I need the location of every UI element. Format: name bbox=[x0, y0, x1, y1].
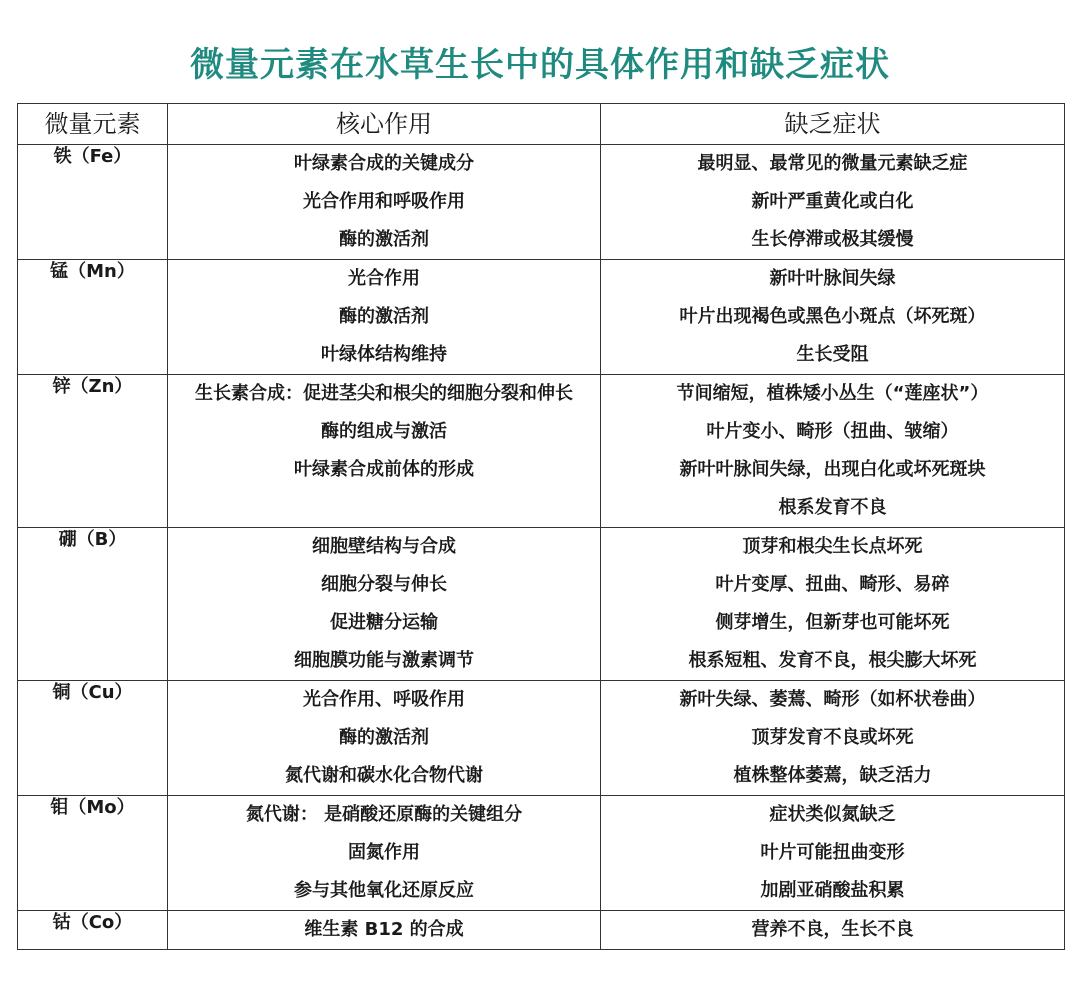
function-item: 细胞膜功能与激素调节 bbox=[294, 650, 474, 671]
symptom-item: 新叶叶脉间失绿 bbox=[769, 268, 896, 289]
symptom-cell bbox=[601, 260, 1065, 375]
symptom-item: 侧芽增生，但新芽也可能坏死 bbox=[715, 612, 950, 633]
function-item: 参与其他氧化还原反应 bbox=[294, 880, 474, 901]
symptom-item: 加剧亚硝酸盐积累 bbox=[760, 880, 905, 901]
symptom-item: 根系发育不良 bbox=[778, 497, 887, 518]
function-item: 酶的组成与激活 bbox=[321, 421, 447, 442]
symptom-cell bbox=[601, 145, 1065, 260]
element-name: 硼（B） bbox=[18, 528, 168, 681]
element-name: 铁（Fe） bbox=[18, 145, 168, 260]
symptom-cell bbox=[601, 796, 1065, 911]
function-item bbox=[168, 489, 600, 527]
symptom-item: 顶芽和根尖生长点坏死 bbox=[742, 536, 923, 557]
function-item: 光合作用 bbox=[348, 268, 420, 289]
function-item: 氮代谢和碳水化合物代谢 bbox=[285, 765, 483, 786]
function-item: 细胞壁结构与合成 bbox=[312, 536, 456, 557]
function-item: 氮代谢： 是硝酸还原酶的关键组分 bbox=[245, 804, 523, 825]
page-title: 微量元素在水草生长中的具体作用和缺乏症状 bbox=[190, 45, 890, 85]
element-name: 钼（Mo） bbox=[18, 796, 168, 911]
function-cell bbox=[168, 260, 601, 375]
symptom-item: 根系短粗、发育不良，根尖膨大坏死 bbox=[688, 650, 977, 671]
symptom-cell bbox=[601, 375, 1065, 528]
symptom-item: 叶片可能扭曲变形 bbox=[760, 842, 905, 863]
table-row bbox=[18, 911, 1065, 950]
function-cell bbox=[168, 145, 601, 260]
function-cell bbox=[168, 375, 601, 528]
element-name: 铜（Cu） bbox=[18, 681, 168, 796]
function-item: 促进糖分运输 bbox=[330, 612, 438, 633]
element-name: 锌（Zn） bbox=[18, 375, 168, 528]
symptom-item: 生长停滞或极其缓慢 bbox=[751, 229, 914, 250]
function-item: 叶绿素合成的关键成分 bbox=[294, 153, 474, 174]
table-header-row bbox=[18, 104, 1065, 145]
header-function: 核心作用 bbox=[168, 104, 601, 145]
symptom-item: 植株整体萎蔫，缺乏活力 bbox=[733, 765, 932, 786]
symptom-cell bbox=[601, 528, 1065, 681]
symptom-item: 营养不良，生长不良 bbox=[751, 919, 914, 940]
symptom-item: 新叶失绿、萎蔫、畸形（如杯状卷曲） bbox=[679, 689, 986, 710]
function-item: 酶的激活剂 bbox=[339, 727, 429, 748]
symptom-item: 叶片变小、畸形（扭曲、皱缩） bbox=[706, 421, 959, 442]
table-row bbox=[18, 260, 1065, 375]
function-item: 固氮作用 bbox=[348, 842, 420, 863]
symptom-item: 节间缩短，植株矮小丛生（“莲座状”） bbox=[676, 383, 989, 404]
function-cell bbox=[168, 528, 601, 681]
symptom-item: 叶片变厚、扭曲、畸形、易碎 bbox=[715, 574, 950, 595]
table-row bbox=[18, 145, 1065, 260]
symptom-item: 症状类似氮缺乏 bbox=[769, 804, 896, 825]
function-item: 酶的激活剂 bbox=[339, 306, 429, 327]
table-body bbox=[18, 145, 1065, 950]
function-item: 细胞分裂与伸长 bbox=[321, 574, 447, 595]
function-cell bbox=[168, 681, 601, 796]
function-item: 光合作用和呼吸作用 bbox=[303, 191, 465, 212]
function-cell bbox=[168, 911, 601, 950]
function-cell bbox=[168, 796, 601, 911]
symptom-item: 顶芽发育不良或坏死 bbox=[751, 727, 914, 748]
table-row bbox=[18, 681, 1065, 796]
symptom-item: 生长受阻 bbox=[796, 344, 869, 365]
function-item: 生长素合成：促进茎尖和根尖的细胞分裂和伸长 bbox=[195, 383, 573, 404]
table-row bbox=[18, 796, 1065, 911]
function-item: 酶的激活剂 bbox=[339, 229, 429, 250]
symptom-item: 新叶严重黄化或白化 bbox=[751, 191, 914, 212]
function-item: 叶绿体结构维持 bbox=[321, 344, 447, 365]
function-item: 叶绿素合成前体的形成 bbox=[294, 459, 474, 480]
function-item: 光合作用、呼吸作用 bbox=[303, 689, 465, 710]
function-item: 维生素 B12 的合成 bbox=[304, 919, 464, 940]
symptom-item: 最明显、最常见的微量元素缺乏症 bbox=[697, 153, 968, 174]
element-name: 钴（Co） bbox=[18, 911, 168, 950]
symptom-item: 叶片出现褐色或黑色小斑点（坏死斑） bbox=[679, 306, 986, 327]
symptom-cell bbox=[601, 681, 1065, 796]
symptom-item: 新叶叶脉间失绿，出现白化或坏死斑块 bbox=[679, 459, 986, 480]
header-symptom: 缺乏症状 bbox=[601, 104, 1065, 145]
table-row bbox=[18, 375, 1065, 528]
symptom-cell bbox=[601, 911, 1065, 950]
header-element: 微量元素 bbox=[18, 104, 168, 145]
element-name: 锰（Mn） bbox=[18, 260, 168, 375]
micronutrient-table bbox=[17, 103, 1065, 950]
table-row bbox=[18, 528, 1065, 681]
